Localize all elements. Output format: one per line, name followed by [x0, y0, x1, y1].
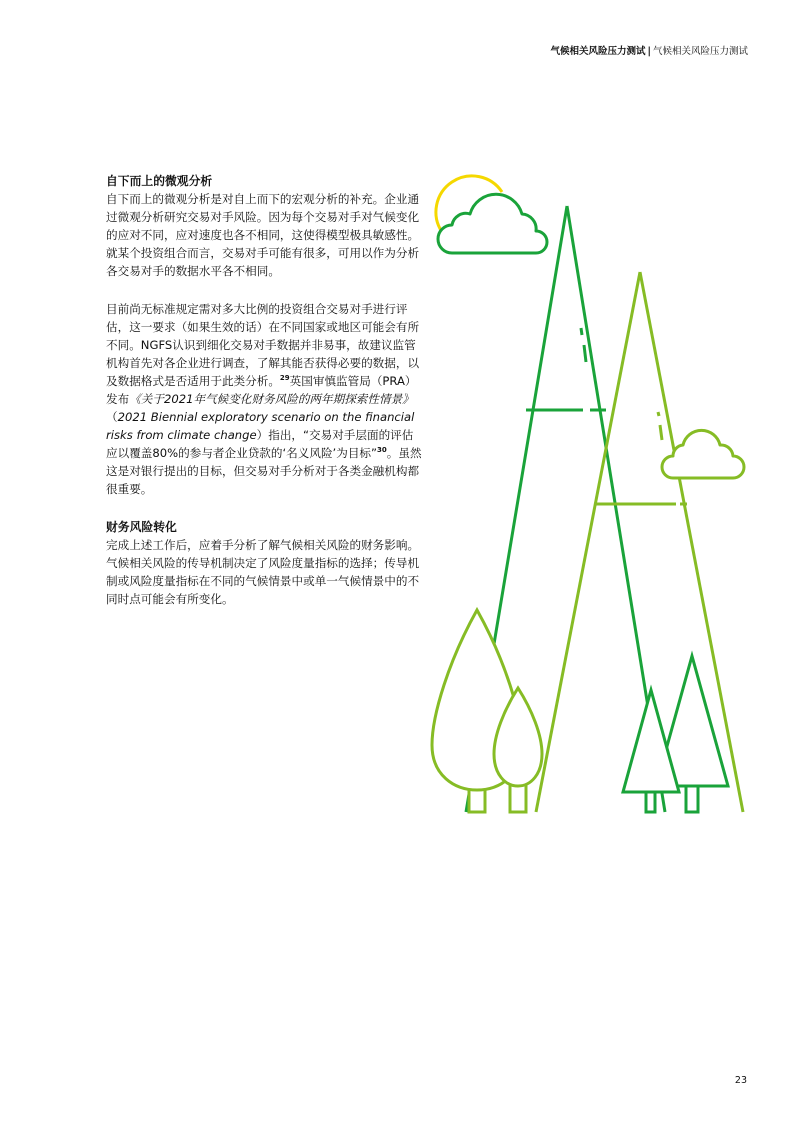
- footnote-ref-30[interactable]: 30: [377, 446, 387, 455]
- footnote-ref-29[interactable]: 29: [279, 374, 290, 383]
- para2-text-a: 目前尚无标准规定需对多大比例的投资组合交易对手进行评估，这一要求（如果生效的话）在不同国家或地区可能会有所不同。NGFS认识到细化交易对手数据并非易事，故建议监管机构首先对各企业进行调查，了解其能否获得必要的数据，以及数据格式是否适用于此类分析。: [106, 302, 420, 388]
- cloud-icon: [438, 194, 547, 253]
- cloud-icon: [662, 430, 744, 478]
- section-heading-financial-risk: 财务风险转化: [106, 520, 177, 534]
- header-title-regular: 气候相关风险压力测试: [652, 46, 748, 57]
- para2-text-b: 英国审慎监管局（PRA）发布: [106, 374, 417, 406]
- para2-text-c: （: [106, 410, 118, 424]
- para2-text-d: ）指出，“交易对手层面的评估应以覆盖80%的参与者企业贷款的‘名义风险’为目标”: [106, 428, 414, 460]
- header-title-bold: 气候相关风险压力测试: [550, 46, 646, 57]
- report-title-en: 2021 Biennial exploratory scenario on the financial risks from climate change: [106, 410, 415, 442]
- report-title-cn: 《关于2021年气候变化财务风险的两年期探索性情景》: [129, 392, 414, 406]
- header-separator: |: [647, 46, 651, 57]
- section-heading-micro-analysis: 自下而上的微观分析: [106, 174, 213, 188]
- paragraph-micro-analysis: 自下而上的微观分析是对自上而下的宏观分析的补充。企业通过微观分析研究交易对手风险。因为每个交易对手对气候变化的应对不同，应对速度也各不相同，这使得模型极具敏感性。就某个投资组合而言，交易对手可能有很多，可用以作为分析各交易对手的数据水平各不相同。: [106, 192, 420, 278]
- paragraph-financial-risk: 完成上述工作后，应着手分析了解气候相关风险的财务影响。气候相关风险的传导机制决定了风险度量指标的选择；传导机制或风险度量指标在不同的气候情景中或单一气候情景中的不同时点可能会有所变化。: [106, 538, 420, 606]
- para2-text-e: 。虽然这是对银行提出的目标，但交易对手分析对于各类金融机构都很重要。: [106, 446, 422, 496]
- page-number: 23: [734, 1075, 747, 1086]
